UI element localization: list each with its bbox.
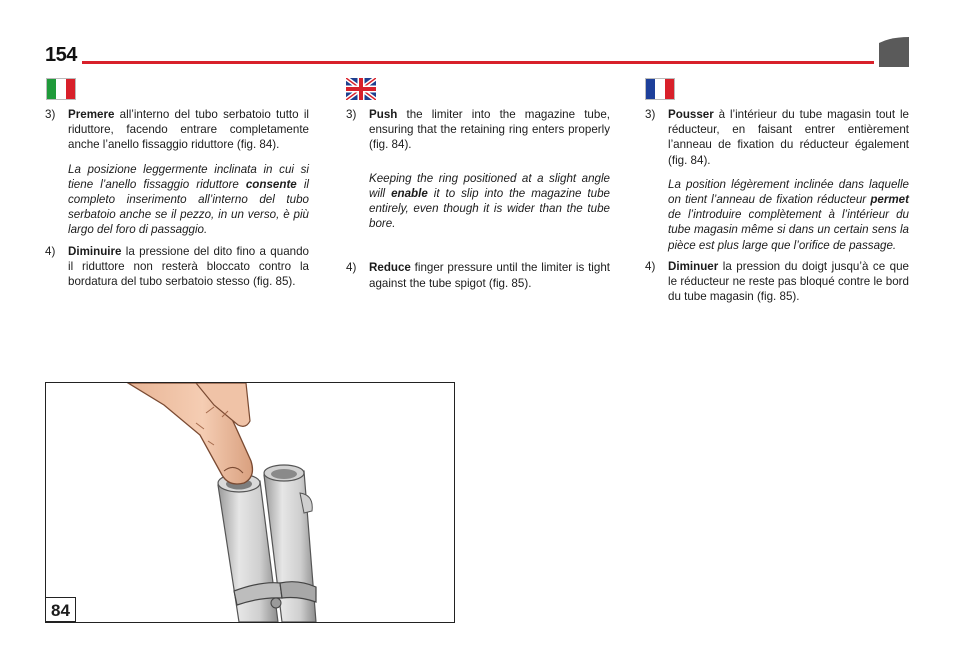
step-verb: Push [369,108,398,121]
step-number: 4) [645,259,656,273]
step-number: 3) [645,108,656,121]
step-number: 3) [346,108,357,121]
step-verb: Reduce [369,261,411,275]
note-italian: La posizione leggermente inclinata in cui si tiene l’anello fissaggio riduttore consente il completo inserimento all’interno del tubo serbatoio anche se il pezzo, in un verso, è più largo del foro di passaggio. [68,162,309,237]
italian-column [45,107,309,289]
figure-illustration [46,383,454,622]
step-number: 4) [45,244,56,258]
corner-tab-icon [879,37,909,67]
note-french: La position légèrement inclinée dans laquelle on tient l’anneau de fixation réducteur permet de l’introduire complètement à l’intérieur du tube magasin même si dans un certain sens la pièce est plus large que l’orifice de passage. [668,177,909,252]
header-rule [82,61,874,64]
step-3-french [645,107,909,168]
step-text: the limiter into the magazine tube, ensuring that the retaining ring enters properly (fig. 84). [369,108,610,152]
step-number: 4) [346,261,357,275]
step-text: la pression du doigt jusqu’à ce que le réducteur ne reste pas bloqué contre le bord du tube magasin (fig. 85). [668,259,909,304]
page-number: 154 [45,44,77,66]
figure-84-frame [45,382,455,623]
step-4-french [645,259,909,305]
step-4-english [346,260,610,290]
uk-flag-icon [346,78,376,100]
step-verb: Diminuer [668,259,719,273]
step-3-english [346,107,610,153]
step-4-italian [45,244,309,290]
french-column [645,107,909,304]
step-3-italian [45,107,309,153]
figure-number-label: 84 [45,597,76,622]
french-flag-icon [645,78,675,100]
step-text: finger pressure until the limiter is tight against the tube spigot (fig. 85). [369,261,610,290]
step-text: la pressione del dito fino a quando il riduttore non resterà bloccato contro la bordatura del tubo serbatoio stesso (fig. 85). [68,244,309,289]
step-text: à l’intérieur du tube magasin tout le réducteur, en faisant entrer entièrement l’anneau de fixation du réducteur également (fig. 84). [668,108,909,167]
step-number: 3) [45,108,56,121]
step-verb: Premere [68,108,115,121]
step-verb: Pousser [668,108,714,121]
note-english: Keeping the ring positioned at a slight angle will enable it to slip into the magazine tube entirely, even though it is wider than the tube bore. [369,171,610,231]
italian-flag-icon [46,78,76,100]
step-verb: Diminuire [68,244,122,258]
english-column [346,107,610,291]
step-text: all’interno del tubo serbatoio tutto il riduttore, facendo entrare completamente anche l’anello fissaggio riduttore (fig. 84). [68,108,309,152]
hand-pressing-illustration [128,383,252,484]
